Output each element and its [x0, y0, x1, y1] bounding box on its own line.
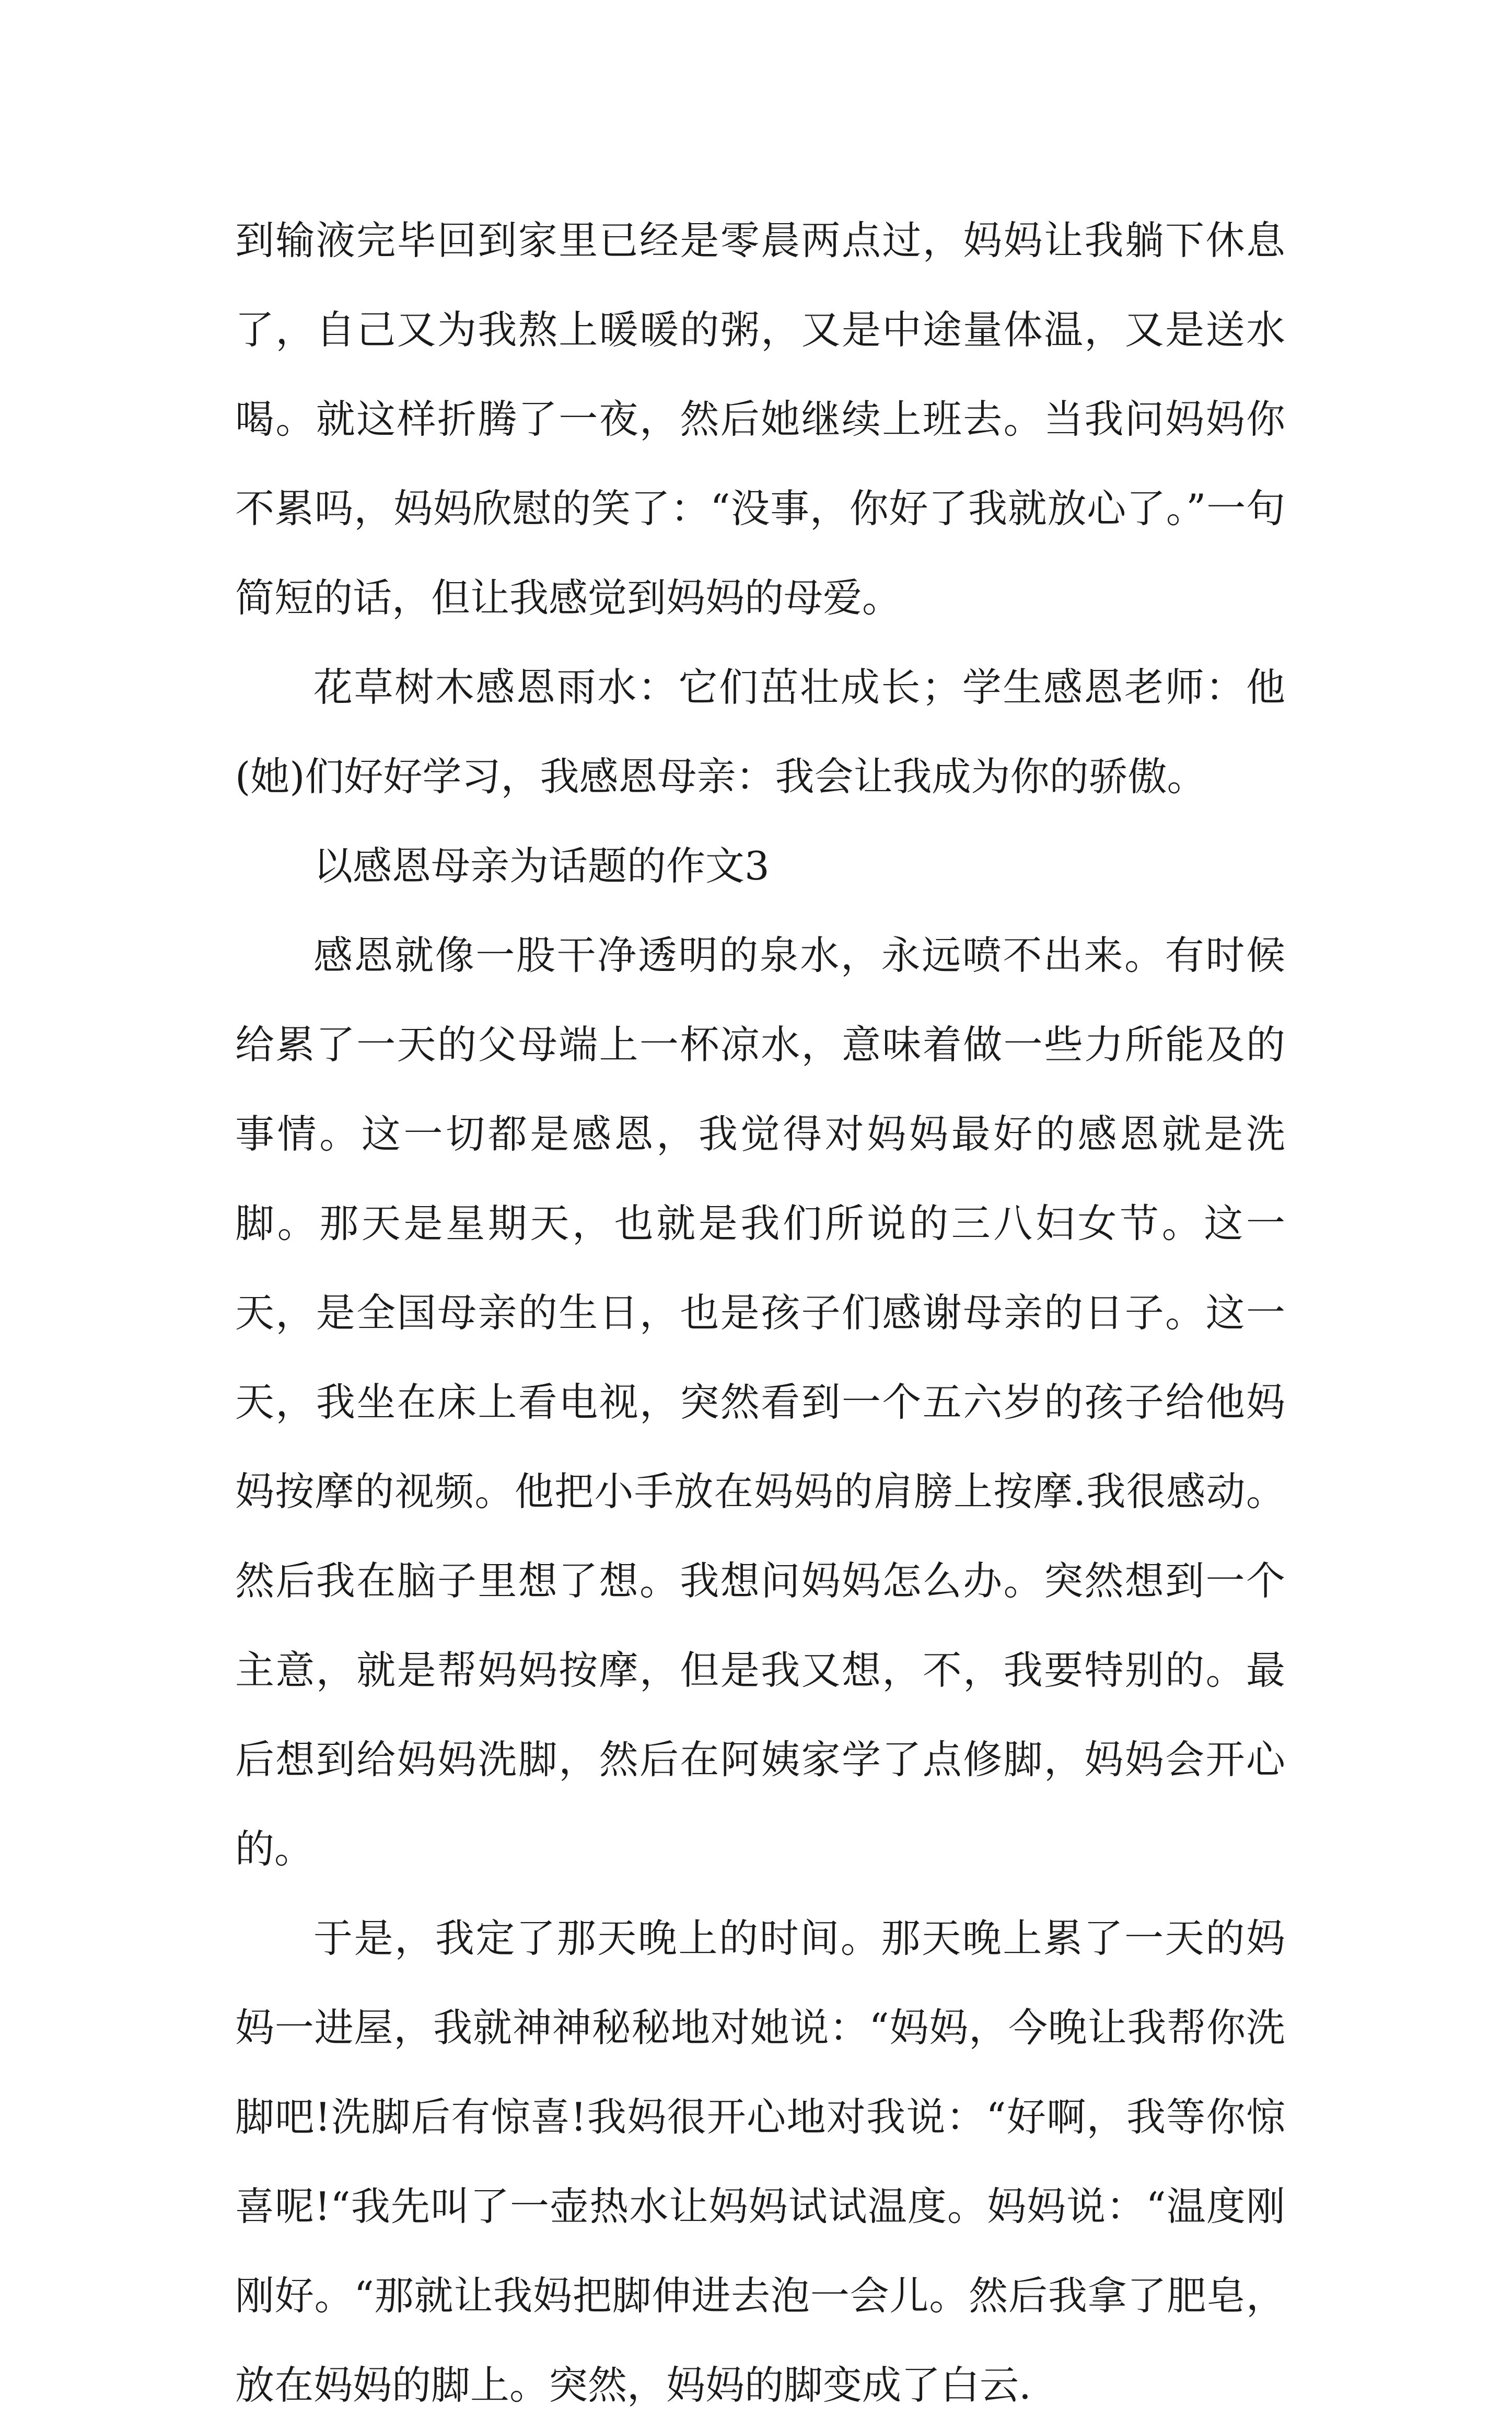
- paragraph-4: 于是，我定了那天晚上的时间。那天晚上累了一天的妈妈一进屋，我就神神秘秘地对她说：“妈妈，今晚让我帮你洗脚吧!洗脚后有惊喜!我妈很开心地对我说：“好啊，我等你惊喜呢!“我先叫了一壶热水让妈妈试试温度。妈妈说：“温度刚刚好。“那就让我妈把脚伸进去泡一会儿。然后我拿了肥皂，放在妈妈的脚上。突然，妈妈的脚变成了白云.: [235, 1915, 1285, 2408]
- paragraph-2: 花草树木感恩雨水：它们茁壮成长；学生感恩老师：他(她)们好好学习，我感恩母亲：我会让我成为你的骄傲。: [235, 664, 1285, 800]
- document-body: [235, 196, 1285, 2430]
- paragraph-1: 到输液完毕回到家里已经是零晨两点过，妈妈让我躺下休息了，自己又为我熬上暖暖的粥，又是中途量体温，又是送水喝。就这样折腾了一夜，然后她继续上班去。当我问妈妈你不累吗，妈妈欣慰的笑了：“没事，你好了我就放心了。”一句简短的话，但让我感觉到妈妈的母爱。: [235, 217, 1285, 621]
- section-heading: 以感恩母亲为话题的作文3: [313, 843, 770, 889]
- paragraph-3: 感恩就像一股干净透明的泉水，永远喷不出来。有时候给累了一天的父母端上一杯凉水，意味着做一些力所能及的事情。这一切都是感恩，我觉得对妈妈最好的感恩就是洗脚。那天是星期天，也就是我们所说的三八妇女节。这一天，是全国母亲的生日，也是孩子们感谢母亲的日子。这一天，我坐在床上看电视，突然看到一个五六岁的孩子给他妈妈按摩的视频。他把小手放在妈妈的肩膀上按摩.我很感动。然后我在脑子里想了想。我想问妈妈怎么办。突然想到一个主意，就是帮妈妈按摩，但是我又想，不，我要特别的。最后想到给妈妈洗脚，然后在阿姨家学了点修脚，妈妈会开心的。: [235, 932, 1285, 1872]
